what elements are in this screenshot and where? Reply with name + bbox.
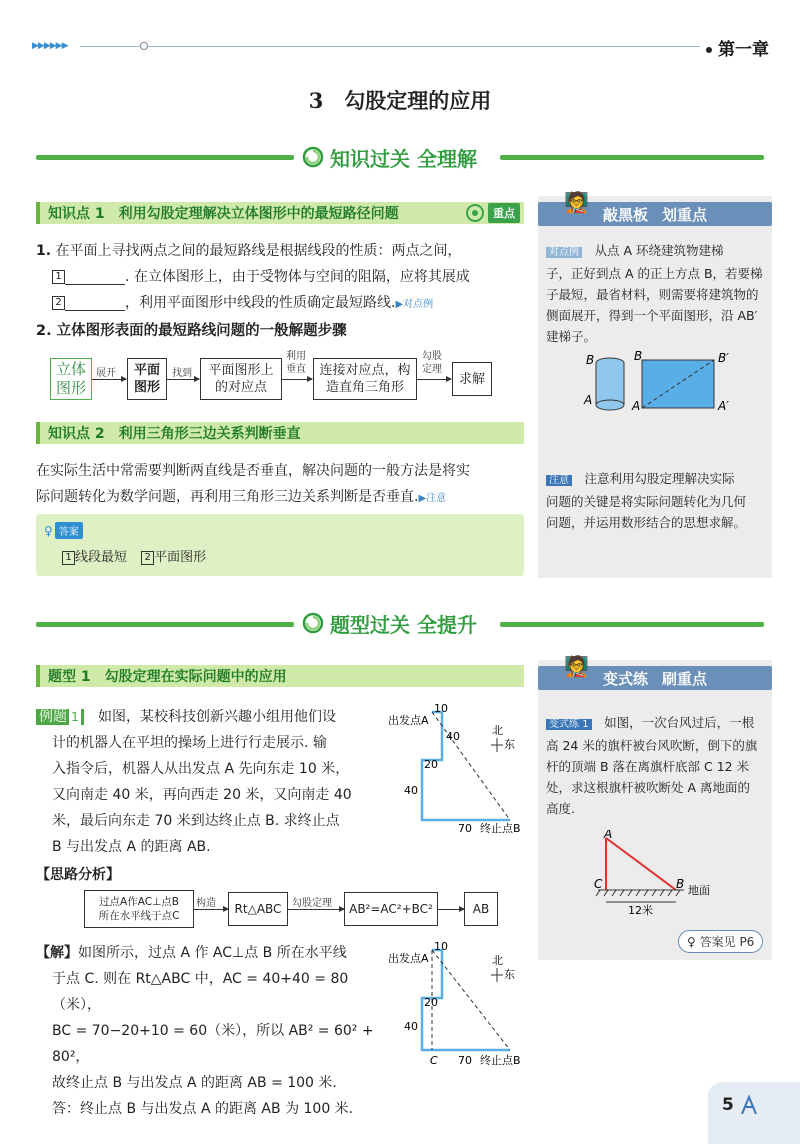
- bulb-icon: ♀: [44, 523, 53, 538]
- flow-arrow: [92, 379, 126, 380]
- svg-text:20: 20: [424, 996, 438, 1009]
- knowledge-point-1-bar: [36, 202, 524, 224]
- svg-text:北: 北: [492, 724, 503, 737]
- example-1-text: 例题 1 如图，某校科技创新兴趣小组用他们设 计的机器人在平坦的操场上进行行走展示. 输 入指令后，机器人从出发点 A 先向东走 10 米， 又向南走 40 米，再向西走 20 米，又向南走 40 米，最后向东走 70 米到达终止点 B. 求终止点 B 与出发点 A 的距离 AB.: [36, 704, 386, 860]
- svg-text:B: B: [586, 353, 595, 367]
- side-note-text: 注意 注意利用勾股定理解决实际 问题的关键是将实际问题转化为几何 问题，并运用数形结合的思想求解。: [546, 471, 747, 530]
- svg-text:C: C: [430, 1054, 438, 1067]
- knowledge-point-2-bar: 知识点 2 利用三角形三边关系判断垂直: [36, 422, 524, 444]
- side-panel-key: [538, 190, 772, 578]
- svg-text:A: A: [632, 399, 641, 413]
- flow-box-connect: 连接对应点，构 造直角三角形: [313, 358, 417, 400]
- kp1-item1: 1. 在平面上寻找两点之间的最短路线是根据线段的性质：两点之间， 1 . 在立体图形上，由于受物体与空间的阻隔，应将其展成 2 ，利用平面图形中线段的性质确定最短路线.▶对点例: [36, 243, 470, 311]
- blank-2-number: 2: [52, 296, 65, 310]
- svg-text:12米: 12米: [628, 904, 653, 917]
- svg-text:东: 东: [504, 738, 515, 751]
- answer-1: 线段最短: [75, 550, 128, 565]
- side-example-text: 对点例 从点 A 环绕建筑物建梯 子，正好到点 A 的正上方点 B，若要梯 子最短，最省材料，则需要将建筑物的 侧面展开，得到一个平面图形，沿 AB′ 建梯子。: [546, 243, 763, 344]
- flow-box-solid: 立体 图形: [50, 358, 92, 400]
- svg-text:A: A: [604, 830, 613, 841]
- flow-label-find: 找到: [172, 368, 192, 379]
- svg-text:40: 40: [404, 784, 418, 797]
- target-icon: [466, 204, 484, 222]
- flow-label-unfold: 展开: [96, 368, 116, 379]
- key-point-badge: 重点: [488, 203, 520, 223]
- header-dot: [140, 42, 148, 50]
- side-panel-practice: [538, 654, 772, 960]
- svg-text:70: 70: [458, 1054, 472, 1067]
- svg-text:10: 10: [434, 702, 448, 715]
- analysis-label-2: 勾股定理: [292, 898, 332, 909]
- svg-text:出发点A: 出发点A: [388, 714, 429, 727]
- svg-text:终止点B: 终止点B: [480, 822, 521, 835]
- flow-arrow: [438, 909, 464, 910]
- answer-reference[interactable]: ♀ 答案见 P6: [678, 930, 763, 953]
- svg-text:20: 20: [424, 758, 438, 771]
- chapter-label: 第一章: [706, 35, 769, 60]
- path-figure-2: [386, 940, 536, 1075]
- flow-arrow: [417, 379, 451, 380]
- logo-icon: [738, 1094, 760, 1116]
- flow-arrow: [194, 909, 228, 910]
- banner-line-right: [500, 155, 764, 160]
- page-title: 3 勾股定理的应用: [308, 88, 492, 113]
- header-arrows: ▶▶▶▶▶▶: [32, 41, 68, 51]
- flow-label-pythag: 勾股 定理: [422, 351, 442, 375]
- kp1-title: 知识点 1 利用勾股定理解决立体图形中的最短路径问题: [48, 206, 399, 222]
- svg-text:70: 70: [458, 822, 472, 835]
- banner-line-left: [36, 155, 294, 160]
- flow-box-points: 平面图形上 的对应点: [200, 358, 282, 400]
- path-figure-1: [386, 702, 536, 842]
- side-practice-text: 变式练 1 如图，一次台风过后，一根 高 24 米的旗杆被台风吹断，倒下的旗 杆的顶端 B 落在离旗杆底部 C 12 米 处，求这根旗杆被吹断处 A 离地面的 高度.: [546, 715, 758, 816]
- banner-line-right-2: [500, 622, 764, 627]
- analysis-box-4: AB: [464, 892, 498, 926]
- solution-text: 【解】如图所示，过点 A 作 AC⊥点 B 所在水平线 于点 C. 则在 Rt△ABC 中，AC = 40+40 = 80（米）， BC = 70−20+10 = 60（米），所以 AB² = 60² + 80²， 故终止点 B 与出发点 A 的距离 AB = 100 米. 答：终止点 B 与出发点 A 的距离 AB 为 100 米.: [36, 945, 374, 1117]
- section-title: 题型过关 全提升: [330, 612, 477, 637]
- page-number: 5: [722, 1090, 780, 1120]
- header-rule: [80, 46, 700, 47]
- svg-text:北: 北: [492, 954, 503, 967]
- svg-text:终止点B: 终止点B: [480, 1054, 521, 1067]
- side-panel-header-2: 🧑‍🏫 变式练 刷重点: [538, 666, 772, 690]
- cylinder-figure: [538, 348, 772, 428]
- svg-text:40: 40: [446, 730, 460, 743]
- ref-tag: ▶对点例: [395, 299, 434, 310]
- note-tag: ▶注意: [418, 493, 447, 504]
- svg-text:A: A: [584, 393, 593, 407]
- flagpole-figure: [588, 830, 758, 920]
- example-label: 例题 1: [36, 709, 84, 725]
- section-banner-types: [296, 610, 483, 636]
- svg-text:东: 东: [504, 968, 515, 981]
- banner-line-left-2: [36, 622, 294, 627]
- flow-box-plane: 平面 图形: [127, 358, 167, 400]
- swirl-icon: [302, 612, 324, 634]
- svg-text:10: 10: [434, 940, 448, 953]
- kp2-text: 在实际生活中常需要判断两直线是否垂直，解决问题的一般方法是将实 际问题转化为数学问题，再利用三角形三边关系判断是否垂直.▶注意: [36, 463, 470, 505]
- flow-arrow: [288, 909, 344, 910]
- flow-box-solve: 求解: [452, 362, 492, 396]
- svg-text:B′: B′: [718, 351, 729, 365]
- section-banner-knowledge: [296, 144, 483, 170]
- flow-arrow: [167, 379, 199, 380]
- flow-arrow: [282, 379, 312, 380]
- svg-text:40: 40: [404, 1020, 418, 1033]
- teacher-icon: 🧑‍🏫: [564, 190, 589, 214]
- analysis-box-2: Rt△ABC: [228, 892, 288, 926]
- answer-2: 平面图形: [154, 550, 207, 565]
- blank-2-line[interactable]: [65, 296, 125, 311]
- svg-text:A′: A′: [718, 399, 729, 413]
- svg-text:B: B: [634, 349, 643, 363]
- analysis-title: 【思路分析】: [36, 867, 120, 883]
- teacher-icon: 🧑‍🏫: [564, 654, 589, 678]
- analysis-label-1: 构造: [196, 898, 216, 909]
- svg-text:出发点A: 出发点A: [388, 952, 429, 965]
- svg-text:B: B: [676, 877, 685, 891]
- swirl-icon: [302, 146, 324, 168]
- svg-text:地面: 地面: [688, 884, 710, 897]
- blank-1-line[interactable]: [65, 270, 125, 285]
- type-1-bar: 题型 1 勾股定理在实际问题中的应用: [36, 665, 524, 687]
- analysis-box-3: AB²=AC²+BC²: [344, 892, 438, 926]
- answer-label: 答案: [55, 522, 83, 539]
- bulb-icon: ♀: [687, 935, 696, 949]
- answer-box: ♀ 答案 1 线段最短 2 平面图形: [36, 514, 524, 576]
- kp1-item2: 2. 立体图形表面的最短路线问题的一般解题步骤: [36, 323, 347, 339]
- svg-text:C: C: [594, 877, 603, 891]
- section-title: 知识过关 全理解: [330, 146, 477, 171]
- side-panel-header: 🧑‍🏫 敲黑板 划重点: [538, 202, 772, 226]
- blank-1-number: 1: [52, 270, 65, 284]
- flow-label-perp: 利用 垂直: [286, 351, 306, 375]
- analysis-box-1: 过点A作AC⊥点B 所在水平线于点C: [84, 890, 194, 928]
